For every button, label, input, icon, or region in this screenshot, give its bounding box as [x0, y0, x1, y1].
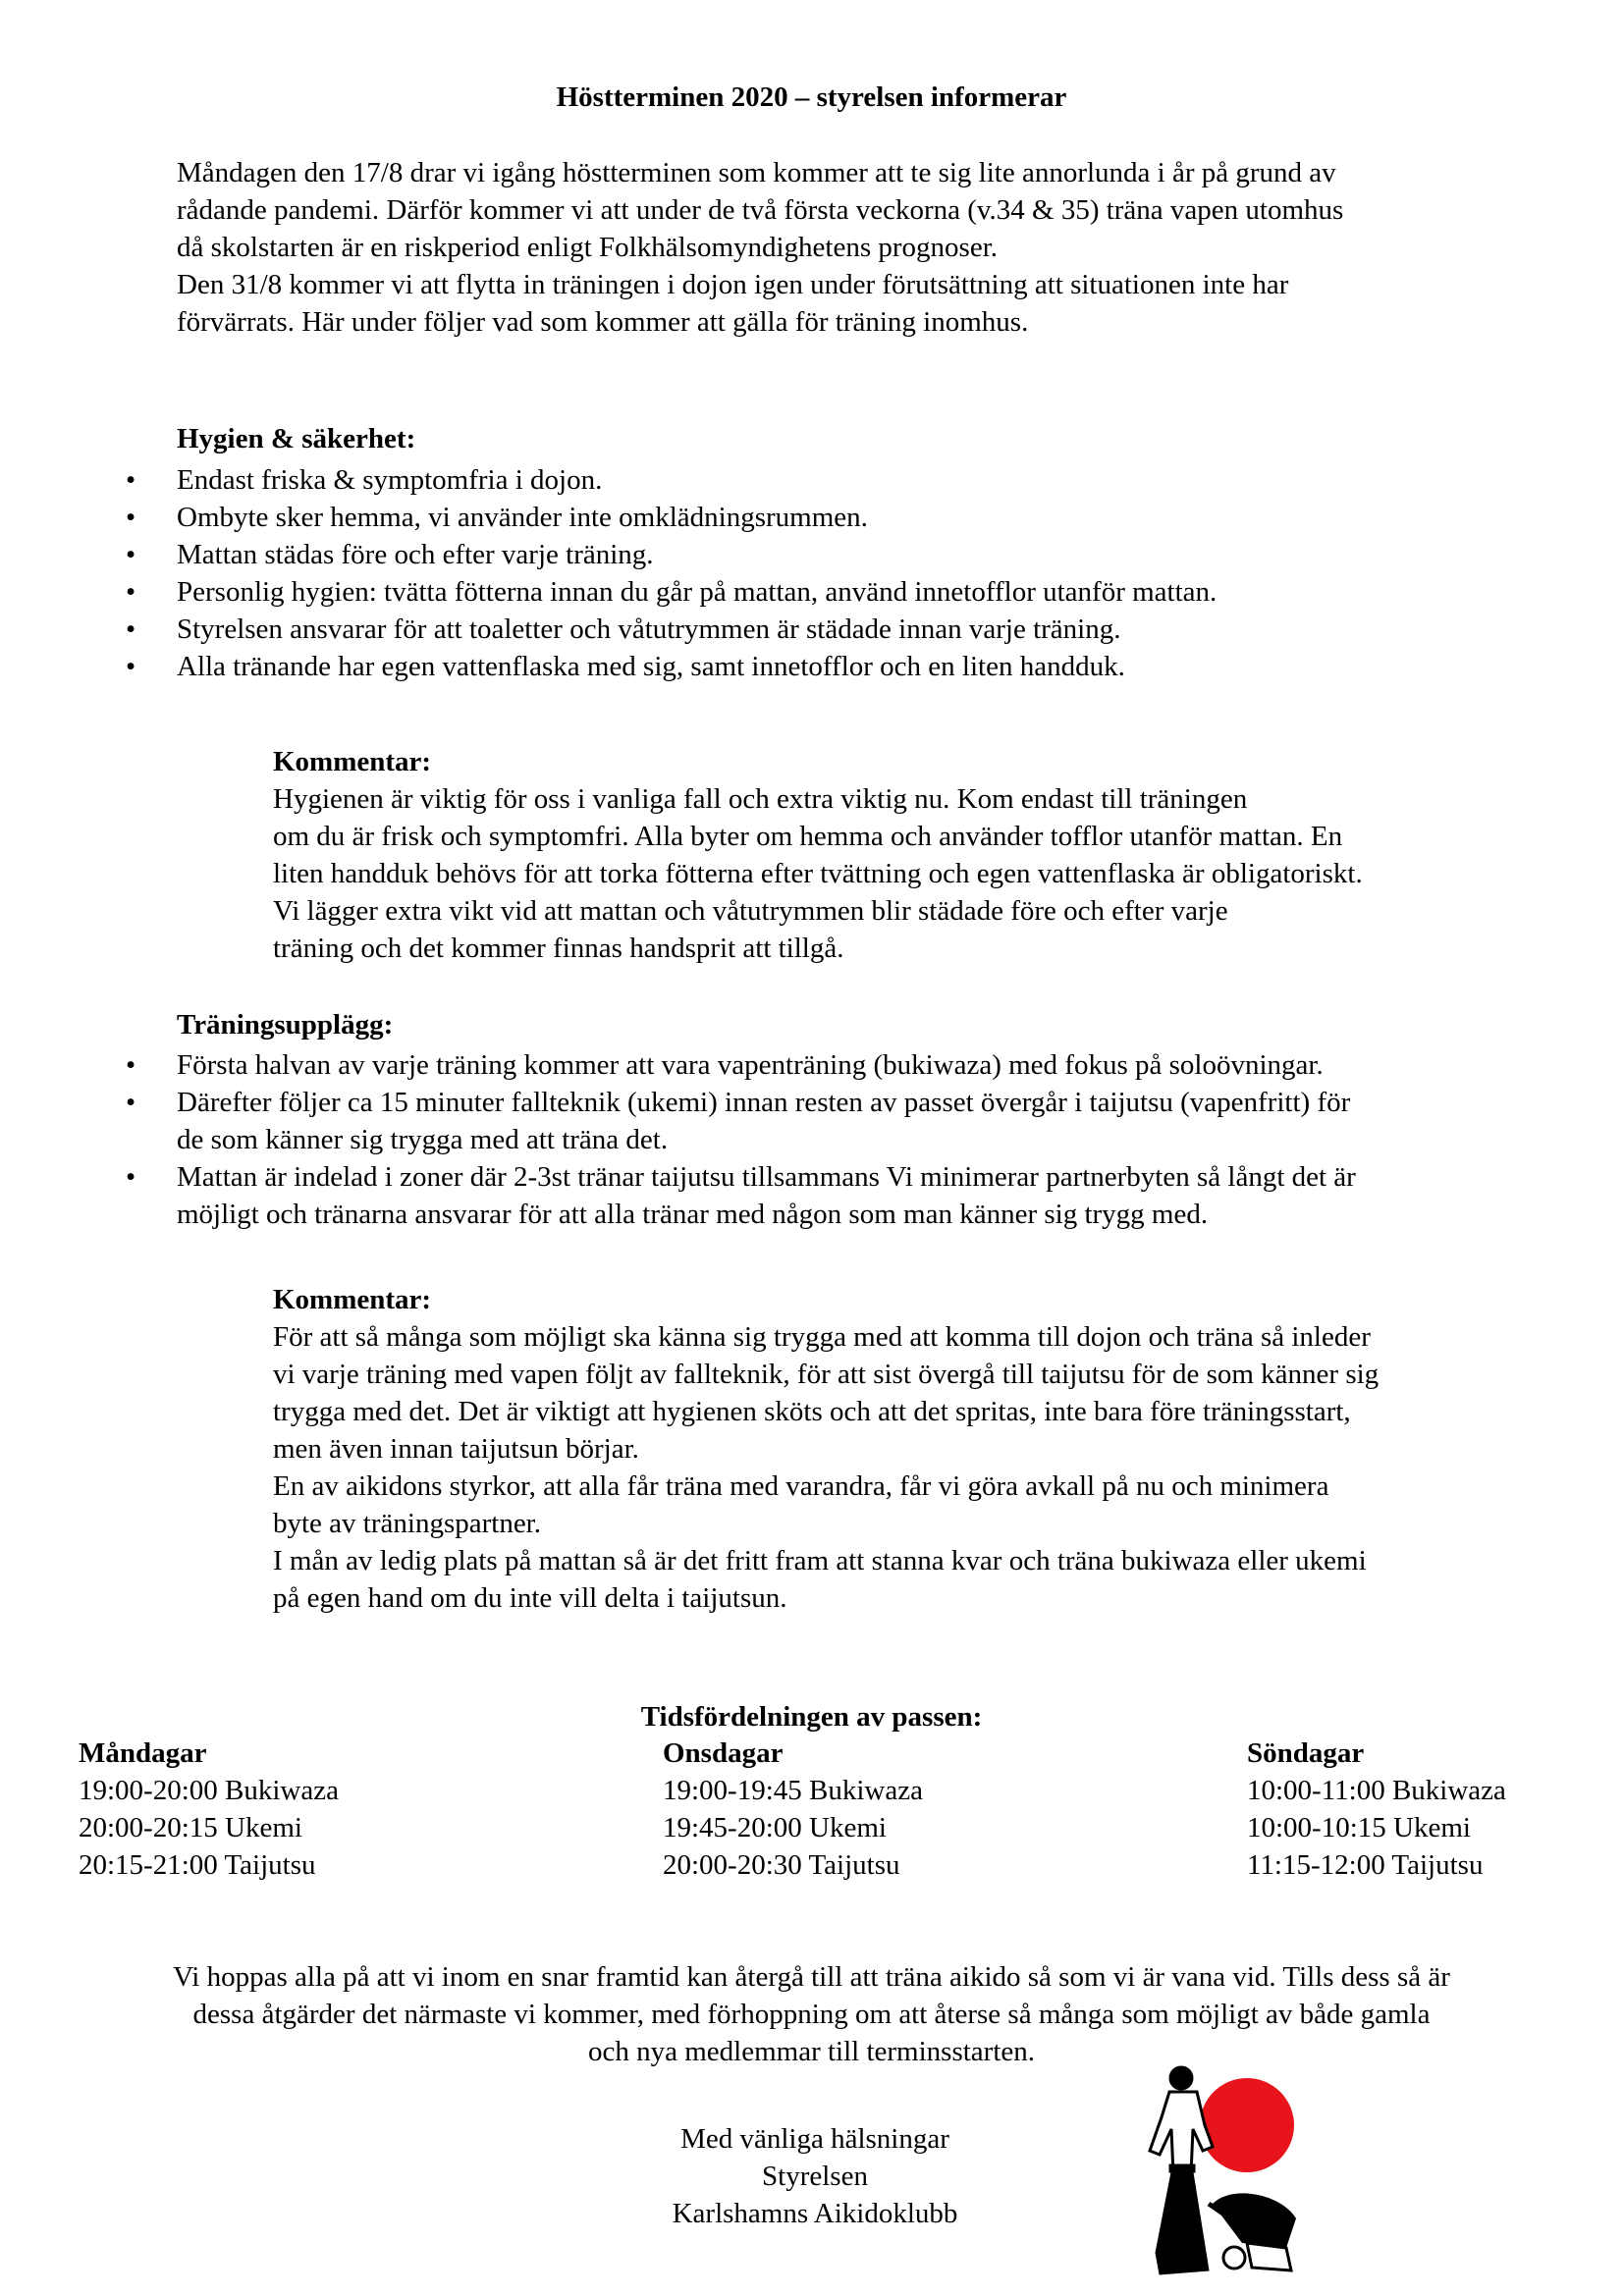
comment-line: på egen hand om du inte vill delta i taijutsun.: [273, 1582, 787, 1614]
schedule-slot: 19:00-20:00 Bukiwaza: [79, 1775, 339, 1806]
intro-paragraph: [177, 154, 1551, 341]
thrown-figure-icon: [1209, 2193, 1296, 2270]
schedule-column-wednesday: [663, 1735, 923, 1884]
comment-line: trygga med det. Det är viktigt att hygienen sköts och att det spritas, inte bara före träningsstart,: [273, 1396, 1351, 1427]
schedule-slot: 20:00-20:15 Ukemi: [79, 1812, 302, 1843]
signature-line: Styrelsen: [762, 2161, 868, 2192]
schedule-column-monday: [79, 1735, 339, 1884]
intro-line: rådande pandemi. Därför kommer vi att under de två första veckorna (v.34 & 35) träna vapen utomhus: [177, 194, 1344, 226]
list-item: • Alla tränande har egen vattenflaska med sig, samt innetofflor och en liten handduk.: [126, 648, 1579, 685]
comment-line: I mån av ledig plats på mattan så är det fritt fram att stanna kvar och träna bukiwaza eller ukemi: [273, 1545, 1367, 1576]
comment-line: En av aikidons styrkor, att alla får träna med varandra, får vi göra avkall på nu och minimera: [273, 1470, 1329, 1502]
intro-line: Måndagen den 17/8 drar vi igång höstterminen som kommer att te sig lite annorlunda i år på grund av: [177, 157, 1336, 188]
comment-line: liten handduk behövs för att torka fötterna efter tvättning och egen vattenflaska är obligatoriskt.: [273, 858, 1363, 889]
schedule-day: Måndagar: [79, 1737, 207, 1769]
training-heading: Träningsupplägg:: [177, 1009, 394, 1041]
page-title: Höstterminen 2020 – styrelsen informerar: [556, 81, 1067, 113]
red-sun-icon: [1200, 2078, 1294, 2172]
list-item: • Därefter följer ca 15 minuter fallteknik (ukemi) innan resten av passet övergår i taijutsu (vapenfritt) för de som känner sig trygga med att träna det.: [126, 1084, 1579, 1158]
closing-line: dessa åtgärder det närmaste vi kommer, med förhoppning om att återse så många som möjligt av både gamla: [192, 1999, 1431, 2030]
schedule-slot: 10:00-10:15 Ukemi: [1247, 1812, 1471, 1843]
list-item: • Första halvan av varje träning kommer att vara vapenträning (bukiwaza) med fokus på soloövningar.: [126, 1046, 1579, 1084]
closing-paragraph: [69, 1958, 1554, 2070]
schedule-slot: 20:00-20:30 Taijutsu: [663, 1849, 900, 1881]
intro-line: Den 31/8 kommer vi att flytta in träningen i dojon igen under förutsättning att situationen inte har: [177, 269, 1289, 300]
schedule-day: Onsdagar: [663, 1737, 784, 1769]
schedule-column-sunday: [1247, 1735, 1506, 1884]
comment-heading: Kommentar:: [273, 746, 432, 777]
hygiene-list: [126, 461, 1579, 685]
schedule-title: Tidsfördelningen av passen:: [640, 1701, 983, 1733]
comment-line: vi varje träning med vapen följt av fallteknik, för att sist övergå till taijutsu för de som känner sig: [273, 1359, 1380, 1390]
list-item: • Ombyte sker hemma, vi använder inte omklädningsrummen.: [126, 499, 1579, 536]
schedule-slot: 19:00-19:45 Bukiwaza: [663, 1775, 923, 1806]
list-item: • Mattan städas före och efter varje träning.: [126, 536, 1579, 573]
closing-line: Vi hoppas alla på att vi inom en snar framtid kan återgå till att träna aikido så som vi är vana vid. Tills dess så är: [173, 1961, 1450, 1993]
schedule-day: Söndagar: [1247, 1737, 1365, 1769]
signature-line: Med vänliga hälsningar: [680, 2123, 949, 2155]
signature-line: Karlshamns Aikidoklubb: [672, 2198, 958, 2229]
list-item: • Mattan är indelad i zoner där 2-3st tränar taijutsu tillsammans Vi minimerar partnerbyten så långt det är möjligt och tränarna ansvarar för att alla tränar med någon som man känner sig trygg med.: [126, 1158, 1579, 1233]
signature: [619, 2120, 1011, 2232]
comment-line: Hygienen är viktig för oss i vanliga fall och extra viktig nu. Kom endast till träningen: [273, 783, 1248, 815]
hygiene-heading: Hygien & säkerhet:: [177, 423, 416, 454]
list-item: • Styrelsen ansvarar för att toaletter och våtutrymmen är städade innan varje träning.: [126, 611, 1579, 648]
intro-line: förvärrats. Här under följer vad som kommer att gälla för träning inomhus.: [177, 306, 1029, 338]
comment-line: om du är frisk och symptomfri. Alla byter om hemma och använder tofflor utanför mattan. En: [273, 821, 1343, 852]
schedule-slot: 20:15-21:00 Taijutsu: [79, 1849, 316, 1881]
training-list: [126, 1046, 1579, 1233]
list-item: • Endast friska & symptomfria i dojon.: [126, 461, 1579, 499]
hygiene-comment: [273, 743, 1559, 967]
schedule-slot: 19:45-20:00 Ukemi: [663, 1812, 887, 1843]
intro-line: då skolstarten är en riskperiod enligt Folkhälsomyndighetens prognoser.: [177, 232, 999, 263]
schedule-slot: 11:15-12:00 Taijutsu: [1247, 1849, 1484, 1881]
comment-line: För att så många som möjligt ska känna sig trygga med att komma till dojon och träna så inleder: [273, 1321, 1371, 1353]
list-item: • Personlig hygien: tvätta fötterna innan du går på mattan, använd innetofflor utanför mattan.: [126, 573, 1579, 611]
standing-figure-icon: [1150, 2066, 1213, 2274]
training-comment: [273, 1281, 1559, 1617]
comment-line: men även innan taijutsun börjar.: [273, 1433, 639, 1465]
comment-line: Vi lägger extra vikt vid att mattan och våtutrymmen blir städade före och efter varje: [273, 895, 1228, 927]
comment-heading: Kommentar:: [273, 1284, 432, 1315]
comment-line: byte av träningspartner.: [273, 1508, 541, 1539]
schedule-slot: 10:00-11:00 Bukiwaza: [1247, 1775, 1506, 1806]
aikido-throw-illustration-icon: [1114, 2056, 1311, 2277]
comment-line: träning och det kommer finnas handsprit att tillgå.: [273, 933, 844, 964]
closing-line: och nya medlemmar till terminsstarten.: [587, 2036, 1035, 2067]
